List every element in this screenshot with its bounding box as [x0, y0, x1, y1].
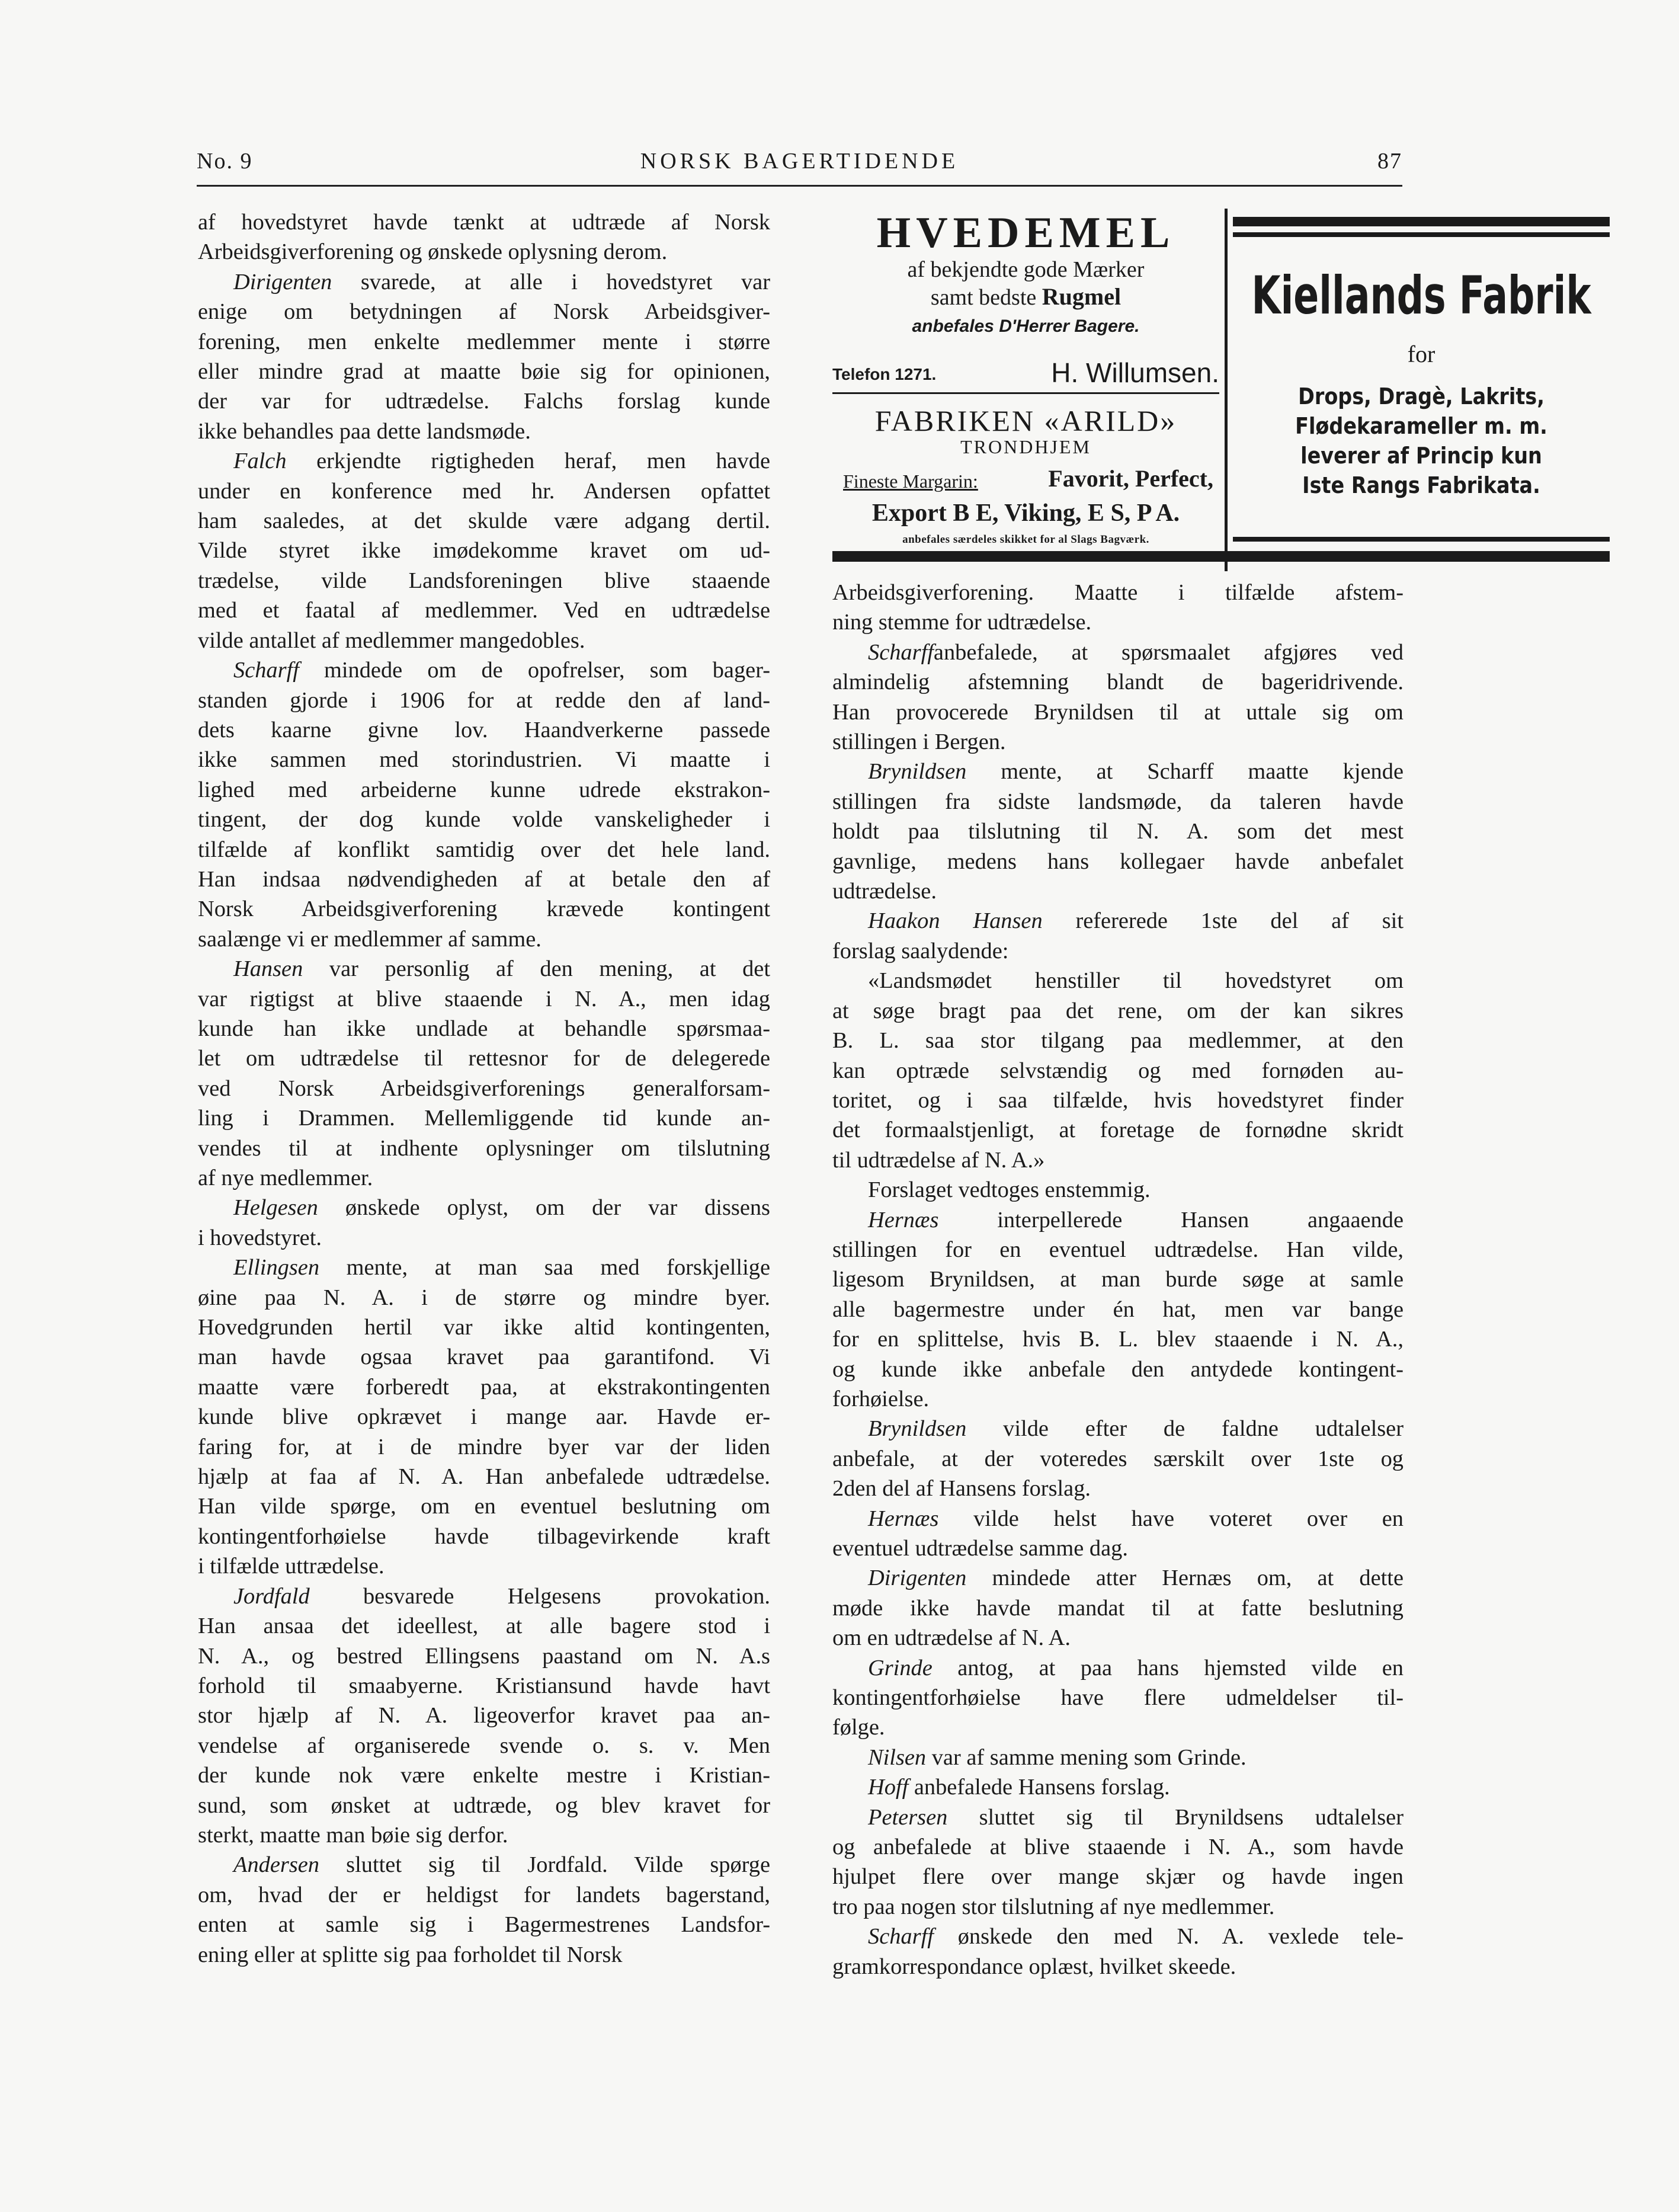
- speaker-text: var af samme mening som Grinde.: [926, 1744, 1247, 1770]
- text-line: forhøielse.: [832, 1386, 930, 1411]
- text-line: [832, 1563, 1404, 1593]
- speaker-text: var personlig af den mening, at det: [303, 956, 770, 982]
- text-line: med et faatal af medlemmer. Ved en udtrædelse: [198, 598, 770, 623]
- speaker-name: Haakon Hansen: [868, 908, 1043, 934]
- speaker-name: Helgesen: [233, 1195, 318, 1221]
- text-line: Arbeidsgiverforening. Maatte i tilfælde afstem-: [832, 580, 1404, 605]
- text-line: ikke behandles paa dette landsmøde.: [198, 418, 531, 444]
- article-paragraph: [832, 1414, 1404, 1503]
- article-paragraph: [198, 446, 770, 655]
- text-line: [198, 267, 770, 297]
- speaker-name: Dirigenten: [233, 269, 332, 294]
- text-line: [832, 1653, 1404, 1683]
- text-line: vendes til at indhente oplysninger om tilslutning: [198, 1135, 770, 1161]
- text-line: [832, 906, 1404, 936]
- telefon-number: Telefon 1271.: [832, 365, 937, 383]
- text-line: eller mindre grad at maatte bøie sig for opinionen,: [198, 359, 770, 385]
- text-line: Han vilde spørge, om en eventuel beslutning om: [198, 1494, 770, 1519]
- text-line: var rigtigst at blive staaende i N. A., men idag: [198, 986, 770, 1011]
- text-line: [198, 1582, 770, 1611]
- text-line: [832, 1414, 1404, 1443]
- text-line: stor hjælp af N. A. ligeoverfor kravet paa an-: [198, 1703, 770, 1728]
- text-line: til udtrædelse af N. A.»: [832, 1147, 1045, 1173]
- text-line: [832, 1922, 1404, 1951]
- text-line: udtrædelse.: [832, 879, 937, 904]
- speaker-text: mindede om de opofrelser, som bager-: [299, 658, 770, 683]
- text-line: ikke sammen med storindustrien. Vi maatte i: [198, 747, 770, 773]
- advertisement-block: [832, 209, 1610, 571]
- text-line: Han indsaa nødvendigheden af at betale den af: [198, 866, 770, 892]
- arild-recommend: anbefales særdeles skikket for al Slags Bagværk.: [902, 533, 1149, 546]
- speaker-text: anbefalede, at spørsmaalet afgjøres ved: [933, 639, 1404, 665]
- text-line: om en udtrædelse af N. A.: [832, 1625, 1071, 1651]
- text-line: [832, 638, 1404, 667]
- text-line: at søge bragt paa det rene, om der kan sikres: [832, 998, 1404, 1023]
- arild-title: FABRIKEN «ARILD»: [874, 404, 1177, 437]
- speaker-name: Ellingsen: [233, 1255, 320, 1281]
- text-line: tingent, der dog kunde volde vanskeligheder i: [198, 807, 770, 833]
- speaker-name: Scharff: [868, 1924, 934, 1949]
- article-paragraph: [198, 1193, 770, 1253]
- text-line: tro paa nogen stor tilslutning af nye medlemmer.: [832, 1894, 1275, 1919]
- article-paragraph: [832, 638, 1404, 757]
- article-paragraph: [198, 1582, 770, 1851]
- text-line: almindelig afstemning blandt de bageridrivende.: [832, 670, 1404, 695]
- text-line: 2den del af Hansens forslag.: [832, 1476, 1091, 1502]
- speaker-name: Grinde: [868, 1655, 933, 1680]
- text-line: ening eller at splitte sig paa forholdet til Norsk: [198, 1942, 623, 1967]
- text-line: Forslaget vedtoges enstemmig.: [868, 1177, 1151, 1203]
- text-line: kunde han ikke undlade at behandle spørsmaa-: [198, 1016, 770, 1041]
- text-line: Vilde styret ikke imødekomme kravet om ud-: [198, 538, 770, 564]
- rugmel-label: Rugmel: [1042, 283, 1122, 310]
- text-line: [198, 954, 770, 984]
- text-line: man havde ogsaa kravet paa garantifond. Vi: [198, 1345, 770, 1370]
- text-line: let om udtrædelse til rettesnor for de delegerede: [198, 1046, 770, 1071]
- text-line: enige om betydningen af Norsk Arbeidsgiver-: [198, 299, 770, 325]
- issue-number: No. 9: [197, 149, 253, 174]
- margarin-brands-2: Export B E, Viking, E S, P A.: [871, 500, 1180, 527]
- speaker-text: besvarede Helgesens provokation.: [309, 1583, 770, 1609]
- text-line: sterkt, maatte man bøie sig derfor.: [198, 1822, 508, 1848]
- text-line: for en splittelse, hvis B. L. blev staaende i N. A.,: [832, 1327, 1404, 1352]
- text-line: og anbefalede at blive staaende i N. A., som havde: [832, 1835, 1404, 1860]
- article-paragraph: [832, 1803, 1404, 1922]
- kiellands-title-wrap: [1156, 263, 1679, 328]
- text-line: Arbeidsgiverforening og ønskede oplysning derom.: [198, 239, 668, 265]
- text-line: Han provocerede Brynildsen til at uttale sig om: [832, 699, 1404, 725]
- speaker-text: svarede, at alle i hovedstyret var: [332, 269, 770, 294]
- speaker-name: Petersen: [868, 1804, 948, 1830]
- article-paragraph: [198, 207, 770, 267]
- publication-title: NORSK BAGERTIDENDE: [640, 149, 959, 174]
- kiellands-product-line: Iste Rangs Fabrikata.: [1302, 472, 1540, 498]
- speaker-text: anbefalede Hansens forslag.: [908, 1775, 1170, 1800]
- speaker-text: mente, at man saa med forskjellige: [319, 1255, 770, 1281]
- text-line: maatte være forberedt paa, at ekstrakontingenten: [198, 1374, 770, 1400]
- speaker-name: Hansen: [233, 956, 303, 982]
- kiellands-product-line: Drops, Dragè, Lakrits,: [1298, 383, 1545, 409]
- text-line: forslag saalydende:: [832, 938, 1009, 963]
- article-paragraph: [832, 1563, 1404, 1653]
- text-line: gavnlige, medens hans kollegaer havde anbefalet: [832, 849, 1404, 874]
- kiellands-top-bar-thin: [1233, 232, 1610, 237]
- hvedemel-line1: af bekjendte gode Mærker: [907, 257, 1145, 282]
- kiellands-for: for: [1407, 341, 1436, 367]
- text-line: om, hvad der er heldigst for landets bagerstand,: [198, 1882, 770, 1907]
- text-line: [198, 446, 770, 476]
- text-line: kontingentforhøielse have flere udmeldelser til-: [832, 1685, 1404, 1711]
- article-paragraph: [832, 1922, 1404, 1981]
- text-line: og kunde ikke anbefale den antydede kontingent-: [832, 1356, 1404, 1382]
- ads-bottom-rule: [832, 551, 1610, 562]
- text-line: stillingen i Bergen.: [832, 729, 1006, 755]
- text-line: af nye medlemmer.: [198, 1166, 373, 1190]
- text-line: [832, 1504, 1404, 1534]
- text-line: Hovedgrunden hertil var ikke altid kontingenten,: [198, 1315, 770, 1340]
- running-head: [197, 148, 1402, 181]
- text-line: hjælp at faa af N. A. Han anbefalede udtrædelse.: [198, 1464, 770, 1490]
- page-number: 87: [1377, 149, 1402, 174]
- kiellands-products: [1233, 382, 1610, 500]
- article-paragraph: [832, 906, 1404, 966]
- text-line: af hovedstyret havde tænkt at udtræde af Norsk: [198, 210, 770, 235]
- hvedemel-title: HVEDEMEL: [876, 209, 1175, 257]
- text-line: under en konference med hr. Andersen opfattet: [198, 478, 770, 504]
- text-line: standen gjorde i 1906 for at redde den af land-: [198, 687, 770, 713]
- text-line: vendelse af organiserede svende o. s. v. Men: [198, 1733, 770, 1758]
- text-line: forhold til smaabyerne. Kristiansund havde havt: [198, 1673, 770, 1698]
- text-line: hjulpet flere over mange skjær og havde ingen: [832, 1864, 1404, 1890]
- text-line: [198, 1253, 770, 1282]
- speaker-text: erkjendte rigtigheden heraf, men havde: [286, 449, 770, 474]
- text-line: alle bagermestre under én hat, men var bange: [832, 1297, 1404, 1322]
- article-paragraph: [832, 1653, 1404, 1743]
- text-line: [832, 1803, 1404, 1832]
- text-line: [832, 1743, 1404, 1772]
- text-line: [832, 1205, 1404, 1235]
- text-line: gramkorrespondance oplæst, hvilket skeede.: [832, 1954, 1236, 1979]
- article-paragraph: [832, 1175, 1404, 1205]
- speaker-name: Andersen: [233, 1852, 319, 1878]
- text-line: sund, som ønsket at udtræde, og blev kravet for: [198, 1792, 770, 1818]
- text-line: toritet, og i saa tilfælde, hvis hovedstyret finder: [832, 1087, 1404, 1113]
- text-line: forening, men enkelte medlemmer mente i større: [198, 329, 770, 354]
- text-line: faring for, at i de mindre byer var der liden: [198, 1434, 770, 1459]
- text-line: holdt paa tilslutning til N. A. som det mest: [832, 819, 1404, 844]
- margarin-brands-1: Favorit, Perfect,: [1048, 465, 1213, 492]
- speaker-text: ønskede oplyst, om der var dissens: [318, 1195, 770, 1221]
- header-rule: [197, 185, 1402, 187]
- speaker-name: Hoff: [868, 1775, 909, 1800]
- speaker-text: refererede 1ste del af sit: [1042, 908, 1404, 934]
- text-line: «Landsmødet henstiller til hovedstyret om: [868, 968, 1404, 994]
- left-column: [198, 207, 770, 1970]
- speaker-name: Brynildsen: [868, 759, 967, 785]
- hvedemel-contact: [832, 357, 1219, 386]
- hvedemel-line3: anbefales D'Herrer Bagere.: [912, 316, 1140, 336]
- hvedemel-line2-prefix: samt bedste: [930, 285, 1042, 310]
- speaker-name: Nilsen: [868, 1744, 927, 1770]
- text-line: anbefale, at der voteredes særskilt over 1ste og: [832, 1446, 1404, 1471]
- speaker-name: Scharff: [868, 639, 934, 665]
- article-paragraph: [832, 757, 1404, 906]
- text-line: ligesom Brynildsen, at man burde søge at samle: [832, 1267, 1404, 1292]
- text-line: der var for udtrædelse. Falchs forslag kunde: [198, 389, 770, 414]
- speaker-name: Hernæs: [868, 1207, 939, 1233]
- text-line: tilfælde af konflikt samtidig over det hele land.: [198, 837, 770, 862]
- article-paragraph: [198, 655, 770, 954]
- speaker-name: Dirigenten: [868, 1566, 967, 1591]
- article-paragraph: [198, 1850, 770, 1970]
- text-line: stillingen fra sidste landsmøde, da taleren havde: [832, 789, 1404, 814]
- text-line: [198, 1193, 770, 1222]
- merchant-name: H. Willumsen.: [1051, 357, 1219, 388]
- article-paragraph: [832, 1772, 1404, 1802]
- text-line: [832, 1772, 1404, 1802]
- text-line: ling i Drammen. Mellemliggende tid kunde an-: [198, 1106, 770, 1131]
- speaker-text: mindede atter Hernæs om, at dette: [966, 1566, 1404, 1591]
- margarin-row: [832, 462, 1219, 498]
- speaker-text: sluttet sig til Brynildsens udtalelser: [947, 1804, 1404, 1830]
- article-paragraph: [832, 1743, 1404, 1772]
- text-line: saalænge vi er medlemmer af samme.: [198, 926, 541, 952]
- article-paragraph: [198, 267, 770, 446]
- kiellands-product-line: leverer af Princip kun: [1300, 443, 1542, 469]
- kiellands-title: Kiellands Fabrik: [1251, 265, 1591, 326]
- article-paragraph: [832, 578, 1404, 638]
- article-paragraph: [832, 1205, 1404, 1414]
- text-line: [198, 655, 770, 685]
- speaker-text: interpellerede Hansen angaaende: [938, 1207, 1404, 1233]
- text-line: ved Norsk Arbeidsgiverforenings generalforsam-: [198, 1075, 770, 1101]
- ad-divider: [832, 392, 1219, 394]
- text-line: kan optræde selvstændig og med fornøden au-: [832, 1058, 1404, 1083]
- speaker-text: sluttet sig til Jordfald. Vilde spørge: [319, 1852, 770, 1878]
- speaker-text: vilde helst have voteret over en: [938, 1506, 1404, 1531]
- text-line: lighed med arbeiderne kunne udrede ekstrakon-: [198, 777, 770, 802]
- speaker-name: Brynildsen: [868, 1416, 967, 1442]
- kiellands-bottom-bar-thin: [1233, 537, 1610, 542]
- text-line: i hovedstyret.: [198, 1225, 322, 1250]
- text-line: kunde blive opkrævet i mange aar. Havde er-: [198, 1404, 770, 1430]
- text-line: ham saaledes, at det skulde være adgang dertil.: [198, 508, 770, 534]
- speaker-text: antog, at paa hans hjemsted vilde en: [932, 1655, 1404, 1680]
- text-line: ning stemme for udtrædelse.: [832, 610, 1092, 635]
- text-line: følge.: [832, 1715, 885, 1740]
- speaker-text: mente, at Scharff maatte kjende: [966, 759, 1404, 785]
- right-column: [832, 578, 1404, 1981]
- article-paragraph: [198, 1253, 770, 1581]
- text-line: [832, 757, 1404, 786]
- speaker-text: vilde efter de faldne udtalelser: [966, 1416, 1404, 1442]
- text-line: dets kaarne givne lov. Haandverkerne passede: [198, 717, 770, 742]
- text-line: N. A., og bestred Ellingsens paastand om N. A.s: [198, 1643, 770, 1669]
- text-line: møde ikke havde mandat til at fatte beslutning: [832, 1595, 1404, 1621]
- text-line: vilde antallet af medlemmer mangedobles.: [198, 628, 585, 653]
- text-line: stillingen for en eventuel udtrædelse. Han vilde,: [832, 1237, 1404, 1262]
- article-paragraph: [832, 966, 1404, 1175]
- text-line: [198, 1850, 770, 1880]
- article-paragraph: [198, 954, 770, 1193]
- text-line: Norsk Arbeidsgiverforening krævede kontingent: [198, 897, 770, 922]
- text-line: enten at samle sig i Bagermestrenes Landsfor-: [198, 1912, 770, 1938]
- text-line: der kunde nok være enkelte mestre i Kristian-: [198, 1763, 770, 1788]
- text-line: i tilfælde uttrædelse.: [198, 1554, 384, 1579]
- text-line: det formaalstjenligt, at foretage de fornødne skridt: [832, 1118, 1404, 1143]
- text-line: B. L. saa stor tilgang paa medlemmer, at den: [832, 1028, 1404, 1054]
- text-line: kontingentforhøielse havde tilbagevirkende kraft: [198, 1523, 770, 1549]
- text-line: eventuel udtrædelse samme dag.: [832, 1536, 1128, 1561]
- text-line: Han ansaa det ideellest, at alle bagere stod i: [198, 1614, 770, 1639]
- speaker-text: ønskede den med N. A. vexlede tele-: [933, 1924, 1404, 1949]
- speaker-name: Hernæs: [868, 1506, 939, 1531]
- text-line: trædelse, vilde Landsforeningen blive staaende: [198, 568, 770, 593]
- speaker-name: Jordfald: [233, 1583, 310, 1609]
- kiellands-ad: [1233, 209, 1610, 571]
- arild-city: TRONDHJEM: [960, 436, 1091, 457]
- speaker-name: Scharff: [233, 658, 299, 683]
- text-line: øine paa N. A. i de større og mindre byer.: [198, 1285, 770, 1310]
- margarin-label: Fineste Margarin:: [843, 470, 978, 492]
- article-paragraph: [832, 1504, 1404, 1564]
- speaker-name: Falch: [233, 449, 287, 474]
- kiellands-product-line: Flødekarameller m. m.: [1295, 413, 1547, 439]
- kiellands-top-bar: [1233, 217, 1610, 226]
